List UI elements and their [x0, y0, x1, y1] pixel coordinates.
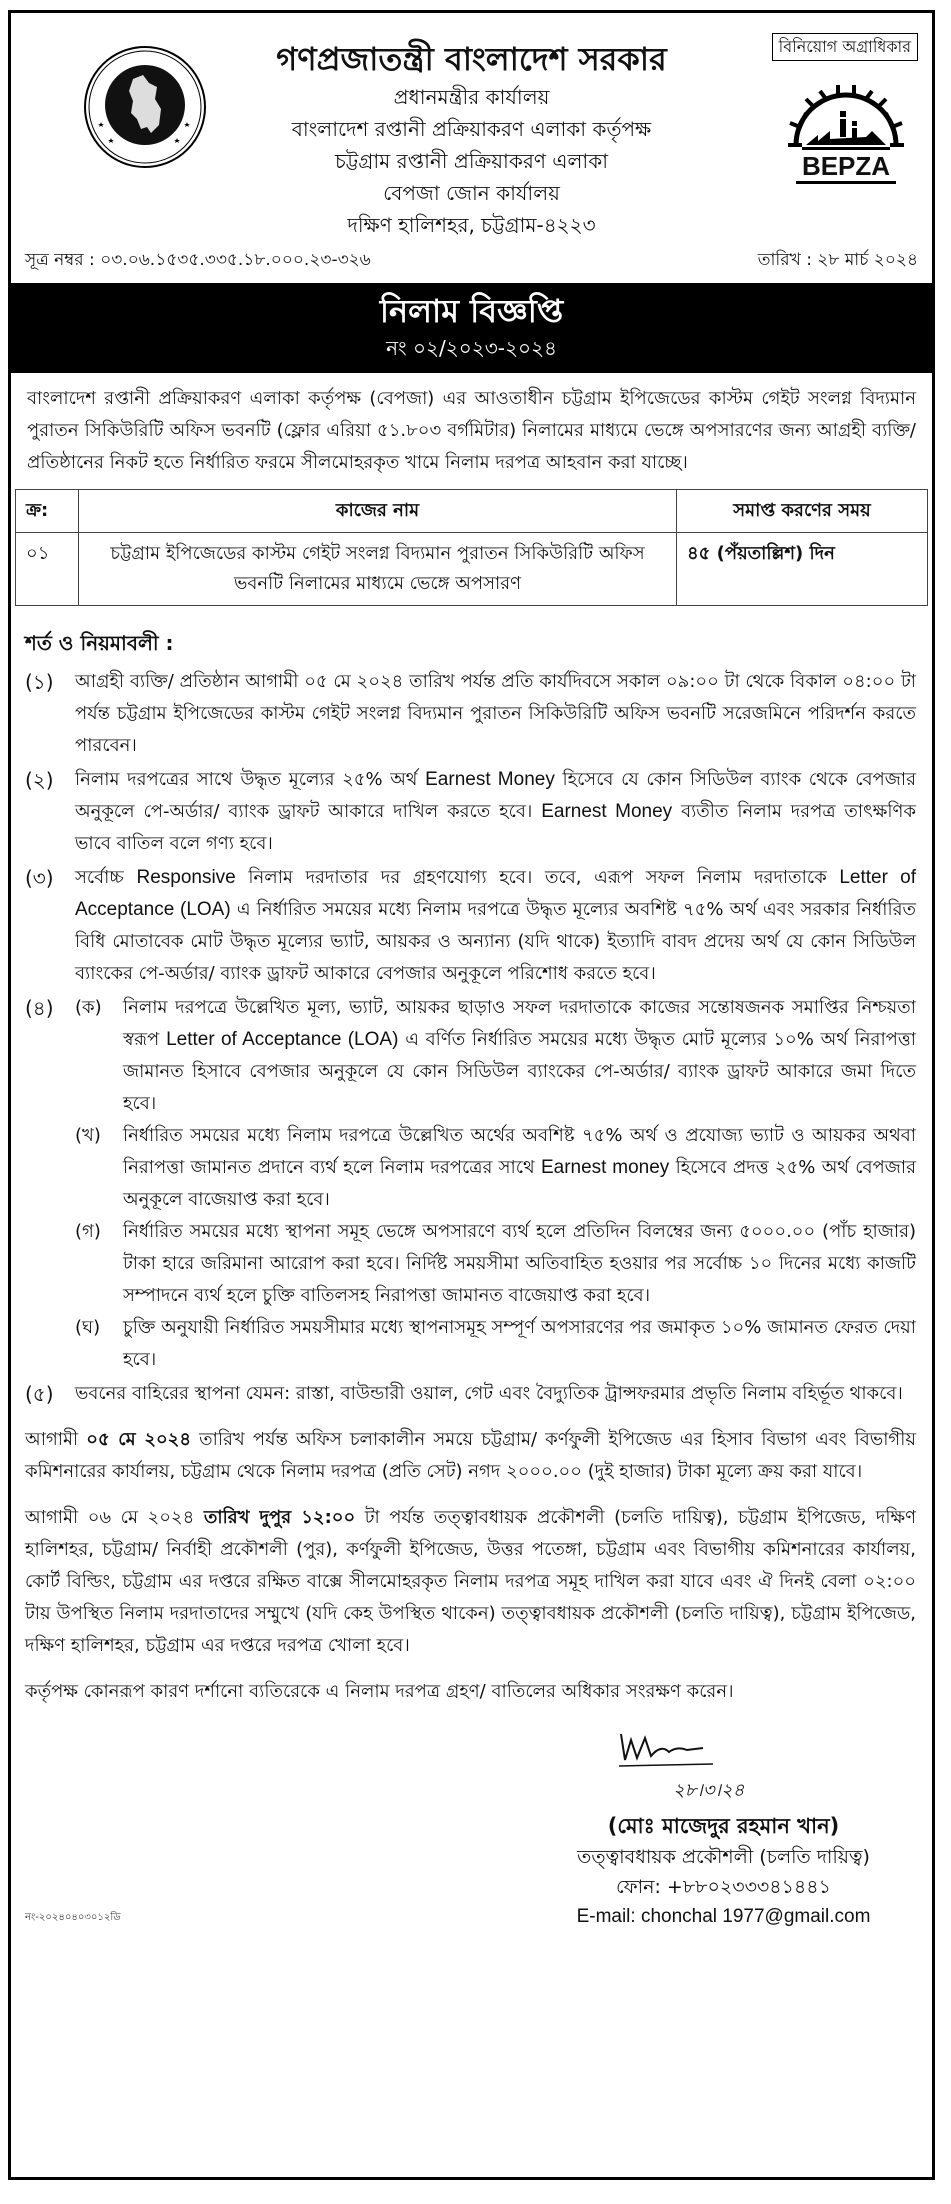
earnest-money-term: Earnest money — [540, 1157, 670, 1178]
reserve-rights-paragraph: কর্তৃপক্ষ কোনরূপ কারণ দর্শানো ব্যতিরেকে এ নিলাম দরপত্র গ্রহণ/ বাতিলের অধিকার সংরক্ষণ করেন। — [25, 1681, 734, 1702]
memo-label: সূত্র নম্বর : — [25, 250, 95, 270]
text-segment: নিলাম দরপত্রে উল্লেখিত মূল্য, ভ্যাট, আয়কর ছাড়াও সফল দরদাতাকে কাজের সন্তোষজনক সমাপ্তির নিশ্চয়তা স্বরূপ — [123, 997, 916, 1050]
text-segment: নিলাম দরদাতার দর গ্রহণযোগ্য হবে। তবে, এরূপ সফল নিলাম দরদাতাকে — [248, 867, 827, 888]
header-line-office: প্রধানমন্ত্রীর কার্যালয় — [393, 85, 550, 109]
text-segment: হিসেবে যে কোন সিডিউল ব্যাংক থেকে বেপজার অনুকূলে পে-অর্ডার/ ব্যাংক ড্রাফট আকারে দাখিল করতে হবে। — [75, 769, 916, 822]
submission-paragraph — [25, 1502, 916, 1662]
date-label: তারিখ : — [757, 250, 812, 270]
memo-number — [25, 247, 371, 273]
condition-item — [25, 666, 916, 762]
works-table — [15, 489, 928, 606]
sub-condition-label: (ঘ) — [75, 1317, 101, 1338]
condition-item — [25, 1378, 916, 1410]
signatory-name: (মোঃ মাজেদুর রহমান খান) — [607, 1814, 840, 1838]
signature-area — [11, 1726, 932, 1810]
signatory-phone: ফোন: +৮৮০২৩৩৩৪১৪৪১ — [616, 1876, 831, 1898]
memo-value: ০৩.০৬.১৫৩৫.৩৩৫.১৮.০০০.২৩-৩২৬ — [100, 250, 371, 270]
conditions-list — [25, 666, 916, 1410]
signatory-designation: তত্ত্বাবধায়ক প্রকৌশলী (চলতি দায়িত্ব) — [577, 1846, 870, 1868]
earnest-money-term: Earnest Money — [541, 801, 673, 822]
sub-condition — [75, 992, 916, 1120]
text-segment: এ নির্ধারিত সময়ের মধ্যে নিলাম দরপত্রে উদ্ধৃত মূল্যের অবশিষ্ট ৭৫% অর্থ এবং সরকার নির্ধারিত বিধি মোতাবেক মোট উদ্ধৃত মূল্যের ভ্যাট, আয়কর ও অন্যান্য (যদি থাকে) ইত্যাদি বাবদ প্রদেয় অর্থ যে কোন সিডিউল ব্যাংকের পে-অর্ডার/ ব্যাংক ড্রাফট আকারে বেপজার অনুকূলে পরিশোধ করতে হবে। — [75, 899, 916, 984]
col-completion-time: সমাপ্ত করণের সময় — [677, 490, 928, 533]
condition-subitems — [75, 992, 916, 1376]
text-segment: নিলাম দরপত্রের সাথে উদ্ধৃত মূল্যের ২৫% অর্থ — [75, 769, 418, 790]
sub-condition-label: (খ) — [75, 1125, 101, 1146]
condition-number: (৫) — [25, 1382, 54, 1406]
reference-line — [25, 247, 918, 273]
condition-number: (৩) — [25, 866, 54, 890]
sub-condition — [75, 1216, 916, 1312]
text-segment: হিসেবে প্রদত্ত ২৫% অর্থ বেপজার অনুকূলে বাজেয়াপ্ত করা হবে। — [123, 1157, 916, 1210]
text-segment: তারিখ পর্যন্ত অফিস চলাকালীন সময়ে চট্টগ্রাম/ কর্ণফুলী ইপিজেড এর হিসাব বিভাগ এবং বিভাগীয় কমিশনারের কার্যালয়, চট্টগ্রাম থেকে নিলাম দরপত্র (প্রতি সেট) নগদ ২০০০.০০ (দুই হাজার) টাকা মূল্যে ক্রয় করা যাবে। — [25, 1429, 916, 1482]
notice-date — [758, 247, 918, 273]
bepza-logo-text: BEPZA — [801, 151, 891, 181]
table-header-row — [16, 490, 928, 533]
text-segment: এ বর্ণিত নির্ধারিত সময়ের মধ্যে উদ্ধৃত মোট মূল্যের ১০% অর্থ নিরাপত্তা জামানত হিসাবে বেপজার অনুকূলে যে কোন সিডিউল ব্যাংকের পে-অর্ডার/ ব্যাংক ড্রাফট আকারে জমা দিতে হবে। — [123, 1029, 916, 1114]
sub-condition — [75, 1312, 916, 1376]
cell-work-name: চট্টগ্রাম ইপিজেডের কাস্টম গেইট সংলগ্ন বিদ্যমান পুরাতন সিকিউরিটি অফিস ভবনটি নিলামের মাধ্যমে ভেঙ্গে অপসারণ — [79, 533, 677, 606]
condition-text — [75, 764, 916, 860]
condition-text: আগ্রহী ব্যক্তি/ প্রতিষ্ঠান আগামী ০৫ মে ২০২৪ তারিখ পর্যন্ত প্রতি কার্যদিবসে সকাল ০৯:০০ টা থেকে বিকাল ০৪:০০ টা পর্যন্ত চট্টগ্রাম ইপিজেডের কাস্টম গেইট সংলগ্ন বিদ্যমান পুরাতন সিকিউরিটি অফিস ভবনটি সরেজমিনে পরিদর্শন করতে পারবেন। — [75, 671, 916, 756]
condition-text: ভবনের বাহিরের স্থাপনা যেমন: রাস্তা, বাউন্ডারী ওয়াল, গেট এবং বৈদ্যুতিক ট্রান্সফরমার প্রভৃতি নিলাম বহির্ভূত থাকবে। — [75, 1383, 903, 1404]
text-segment: আগামী ০৬ মে ২০২৪ — [25, 1507, 195, 1528]
cell-serial: ০১ — [16, 533, 79, 606]
col-work-name: কাজের নাম — [79, 490, 677, 533]
letterhead — [11, 13, 932, 241]
condition-text — [75, 862, 916, 990]
sub-condition-text: নির্ধারিত সময়ের মধ্যে স্থাপনা সমূহ ভেঙ্গে অপসারণে ব্যর্থ হলে প্রতিদিন বিলম্বের জন্য ৫০০০.০০ (পাঁচ হাজার) টাকা হারে জরিমানা আরোপ করা হবে। নির্দিষ্ট সময়সীমা অতিবাহিত হওয়ার পর সর্বোচ্চ ১০ দিনের মধ্যে কাজটি সম্পাদনে ব্যর্থ হলে চুক্তি বাতিলসহ নিরাপত্তা জামানত বাজেয়াপ্ত করা হবে। — [123, 1221, 916, 1306]
government-title: গণপ্রজাতন্ত্রী বাংলাদেশ সরকার — [276, 40, 667, 78]
notice-number: নং ০২/২০২৩-২০২৪ — [386, 336, 557, 360]
sub-condition-text — [123, 1120, 916, 1216]
responsive-term: Responsive — [136, 867, 236, 888]
footer-row — [11, 1902, 932, 1932]
date-value: ২৮ মার্চ ২০২৪ — [817, 250, 918, 270]
text-segment: টা পর্যন্ত তত্ত্বাবধায়ক প্রকৌশলী (চলতি দায়িত্ব), চট্টগ্রাম ইপিজেড, দক্ষিণ হালিশহর, চট্টগ্রাম/ নির্বাহী প্রকৌশলী (পুর), কর্ণফুলী ইপিজেড, উত্তর পতেঙ্গা, চট্টগ্রাম এবং বিভাগীয় কমিশনারের কার্যালয়, কোর্ট বিল্ডিং, চট্টগ্রাম এর দপ্তরে রক্ষিত বাক্সে সীলমোহরকৃত নিলাম দরপত্র সমূহ দাখিল করা যাবে এবং ঐ দিনই বেলা ০২:০০ টায় উপস্থিত নিলাম দরদাতাদের সম্মুখে (যদি কেহ উপস্থিত থাকেন) তত্ত্বাবধায়ক প্রকৌশলী (চলতি দায়িত্ব), চট্টগ্রাম ইপিজেড, দক্ষিণ হালিশহর, চট্টগ্রাম এর দপ্তরে দরপত্র খোলা হবে। — [25, 1507, 916, 1656]
footer-code: নং-২০২৪০৪০৩০১২ডি — [25, 1912, 121, 1923]
purchase-paragraph — [25, 1424, 916, 1488]
sub-condition-label: (ক) — [75, 997, 102, 1018]
purchase-deadline: ০৫ মে ২০২৪ — [86, 1429, 192, 1450]
condition-number: (৪) — [25, 996, 54, 1020]
text-segment: সর্বোচ্চ — [75, 867, 124, 888]
loa-term: Letter of Acceptance (LOA) — [75, 867, 916, 920]
header-line-address: দক্ষিণ হালিশহর, চট্টগ্রাম-৪২২৩ — [347, 213, 596, 237]
header-line-zone: চট্টগ্রাম রপ্তানী প্রক্রিয়াকরণ এলাকা — [334, 149, 608, 173]
col-serial: ক্র: — [16, 490, 79, 533]
sub-condition-text: চুক্তি অনুযায়ী নির্ধারিত সময়সীমার মধ্যে স্থাপনাসমূহ সম্পূর্ণ অপসারণের পর জমাকৃত ১০% জামানত ফেরত দেয়া হবে। — [123, 1317, 916, 1370]
condition-item — [25, 992, 916, 1376]
condition-item — [25, 862, 916, 990]
text-segment: নির্ধারিত সময়ের মধ্যে নিলাম দরপত্রে উল্লেখিত অর্থের অবশিষ্ট ৭৫% অর্থ ও প্রযোজ্য ভ্যাট ও আয়কর অথবা নিরাপত্তা জামানত প্রদানে ব্যর্থ হলে নিলাম দরপত্রের সাথে — [123, 1125, 916, 1178]
earnest-money-term: Earnest Money — [425, 769, 555, 790]
table-row — [16, 533, 928, 606]
condition-number: (২) — [25, 768, 54, 792]
header-line-authority: বাংলাদেশ রপ্তানী প্রক্রিয়াকরণ এলাকা কর্তৃপক্ষ — [291, 117, 652, 141]
government-seal-icon — [81, 43, 209, 171]
loa-term: Letter of Acceptance (LOA) — [166, 1029, 399, 1050]
sub-condition — [75, 1120, 916, 1216]
sub-condition-text — [123, 992, 916, 1120]
notice-page — [8, 10, 935, 2180]
priority-badge: বিনিয়োগ অগ্রাধিকার — [772, 33, 918, 61]
notice-banner — [11, 283, 932, 373]
bepza-logo-icon — [776, 75, 916, 187]
notice-title: নিলাম বিজ্ঞপ্তি — [379, 292, 564, 330]
text-segment: ব্যতীত নিলাম দরপত্র তাৎক্ষণিক ভাবে বাতিল বলে গণ্য হবে। — [75, 801, 916, 854]
signatory-email: E-mail: chonchal 1977@gmail.com — [576, 1906, 871, 1927]
condition-number: (১) — [25, 670, 54, 694]
cell-completion-time: ৪৫ (পঁয়তাল্লিশ) দিন — [677, 533, 928, 606]
text-segment: আগামী — [25, 1429, 79, 1450]
intro-paragraph: বাংলাদেশ রপ্তানী প্রক্রিয়াকরণ এলাকা কর্তৃপক্ষ (বেপজা) এর আওতাধীন চট্টগ্রাম ইপিজেডের কাস্টম গেইট সংলগ্ন বিদ্যমান পুরাতন সিকিউরিটি অফিস ভবনটি (ফ্লোর এরিয়া ৫১.৮০৩ বর্গমিটার) নিলামের মাধ্যমে ভেঙ্গে অপসারণের জন্য আগ্রহী ব্যক্তি/ প্রতিষ্ঠানের নিকট হতে নির্ধারিত ফরমে সীলমোহরকৃত খামে নিলাম দরপত্র আহবান করা যাচ্ছে। — [27, 388, 916, 473]
condition-item — [25, 764, 916, 860]
signature-icon — [611, 1726, 761, 1806]
sub-condition-label: (গ) — [75, 1221, 101, 1242]
conditions-title: শর্ত ও নিয়মাবলী : — [25, 631, 174, 655]
header-line-zone-office: বেপজা জোন কার্যালয় — [383, 181, 560, 205]
submission-deadline: তারিখ দুপুর ১২:০০ — [203, 1507, 356, 1528]
signature-date: ২৮।৩।২৪ — [673, 1780, 745, 1801]
